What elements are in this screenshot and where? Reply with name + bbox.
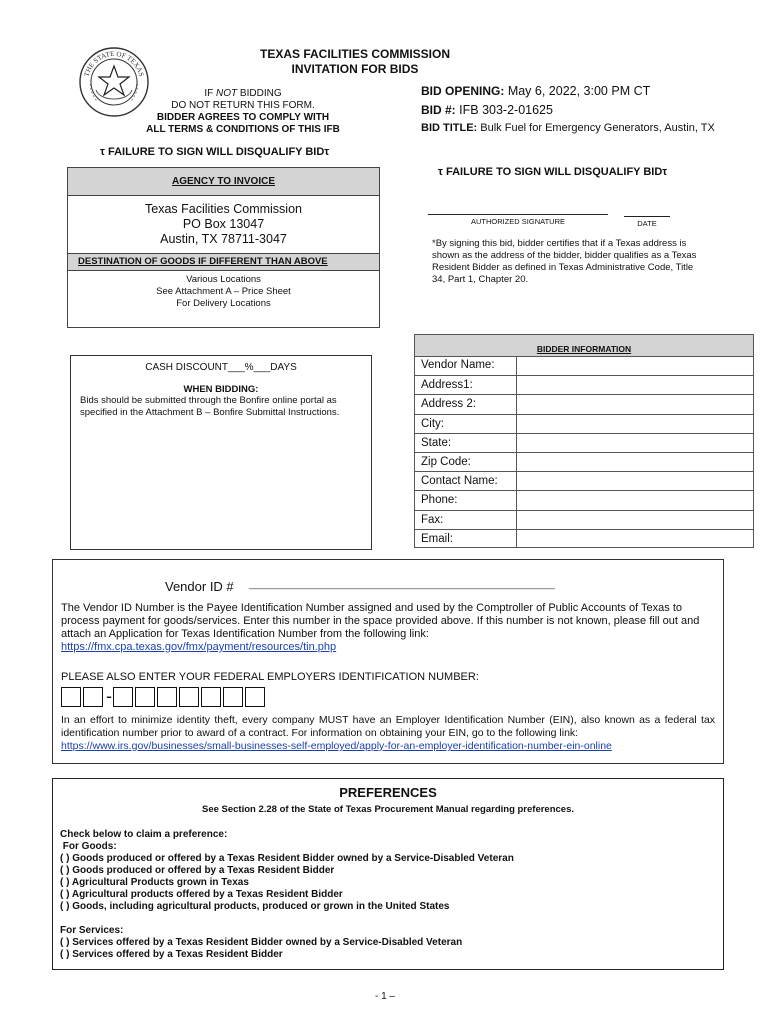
bidder-field-label: Address1:	[421, 379, 473, 392]
bidder-field-divider	[516, 395, 517, 413]
ein-digit-box[interactable]	[135, 687, 155, 707]
preferences-box	[52, 778, 724, 970]
preference-checkbox-item[interactable]: ( ) Agricultural products offered by a Texas Resident Bidder	[60, 889, 343, 900]
agency-header: AGENCY TO INVOICE	[68, 168, 379, 196]
ein-digit-box[interactable]	[61, 687, 81, 707]
bidder-field-row[interactable]	[414, 471, 754, 490]
bidder-field-label: Vendor Name:	[421, 359, 495, 371]
bidder-field-divider	[516, 491, 517, 509]
bid-number: BID #: IFB 303-2-01625	[421, 103, 553, 117]
ein-digit-box[interactable]	[223, 687, 243, 707]
preferences-subtitle: See Section 2.28 of the State of Texas Procurement Manual regarding preferences.	[201, 804, 575, 815]
bidder-field-row[interactable]	[414, 356, 754, 375]
preferences-list	[60, 829, 514, 961]
bidder-field-row[interactable]	[414, 529, 754, 548]
bidder-field-divider	[516, 453, 517, 471]
destination-header: DESTINATION OF GOODS IF DIFFERENT THAN ABOVE	[68, 253, 379, 271]
bidder-field-row[interactable]	[414, 490, 754, 509]
warning-right: τ FAILURE TO SIGN WILL DISQUALIFY BIDτ	[438, 166, 668, 178]
title-line-1: TEXAS FACILITIES COMMISSION	[259, 47, 450, 61]
warning-left: τ FAILURE TO SIGN WILL DISQUALIFY BIDτ	[100, 146, 330, 158]
bidder-field-row[interactable]	[414, 452, 754, 471]
bidder-field-label: State:	[421, 436, 452, 449]
agency-address: Texas Facilities Commission PO Box 13047 Austin, TX 78711-3047	[145, 202, 302, 246]
date-line[interactable]	[624, 216, 670, 217]
vendor-id-box	[52, 559, 724, 764]
bidder-field-divider	[516, 356, 517, 375]
bidder-field-label: Fax:	[421, 513, 444, 526]
bidder-field-label: Phone:	[421, 494, 458, 507]
bidder-field-divider	[516, 434, 517, 452]
ein-application-link[interactable]: https://www.irs.gov/businesses/small-businesses-self-employed/apply-for-an-employer-identification-number-ein-online	[61, 740, 612, 752]
ein-digit-box[interactable]	[179, 687, 199, 707]
bidder-field-divider	[516, 376, 517, 394]
ein-dash: -	[106, 686, 112, 706]
bidder-field-divider	[516, 511, 517, 529]
tin-application-link[interactable]: https://fmx.cpa.texas.gov/fmx/payment/resources/tin.php	[61, 641, 337, 653]
preference-checkbox-item[interactable]: ( ) Goods produced or offered by a Texas Resident Bidder	[60, 865, 335, 876]
ein-boxes[interactable]	[61, 686, 267, 710]
certification-text: *By signing this bid, bidder certifies that if a Texas address is shown as the address of the bidder, bidder qualifies as a Texas Resident Bidder as defined in Texas Administrative Code, Title 34, Part 1, Chapter 20.	[432, 238, 697, 285]
ein-digit-box[interactable]	[245, 687, 265, 707]
preference-checkbox-item[interactable]: ( ) Services offered by a Texas Resident Bidder owned by a Service-Disabled Veteran	[60, 937, 463, 948]
authorized-signature-label: AUTHORIZED SIGNATURE	[470, 217, 566, 226]
vendor-id-input[interactable]: _______________________________________________________	[249, 579, 555, 590]
bidder-field-row[interactable]	[414, 510, 754, 529]
signature-line[interactable]	[428, 214, 608, 215]
bidder-field-label: Address 2:	[421, 398, 476, 411]
preference-checkbox-item[interactable]: ( ) Goods produced or offered by a Texas Resident Bidder owned by a Service-Disabled Veteran	[60, 853, 514, 864]
svg-text:THE STATE OF TEXAS	[83, 50, 146, 78]
destination-text: Various Locations See Attachment A – Price Sheet For Delivery Locations	[156, 274, 291, 309]
bidder-field-row[interactable]	[414, 433, 754, 452]
preference-checkbox-item[interactable]: ( ) Services offered by a Texas Resident Bidder	[60, 949, 283, 960]
bidder-field-divider	[516, 415, 517, 433]
page-number: - 1 –	[374, 991, 395, 1002]
bidder-field-row[interactable]	[414, 375, 754, 394]
when-bidding: WHEN BIDDING:	[183, 384, 259, 395]
check-below: Check below to claim a preference:	[60, 829, 228, 840]
ein-explanation: In an effort to minimize identity theft, every company MUST have an Employer Identification Number (EIN), also known as a federal tax identification number prior to award of a contract. For information on obtaining your EIN, go to the following link: https://www.irs.gov/businesses/small-businesses-self-employed/apply-for-an-employer-identification-number-ein-online	[61, 714, 715, 752]
bidder-field-label: Zip Code:	[421, 456, 471, 468]
cash-discount: CASH DISCOUNT___%___DAYS	[145, 362, 297, 373]
title-line-2: INVITATION FOR BIDS	[291, 62, 419, 76]
preference-checkbox-item[interactable]: ( ) Goods, including agricultural products, produced or grown in the United States	[60, 901, 450, 912]
bid-opening: BID OPENING: May 6, 2022, 3:00 PM CT	[421, 84, 651, 98]
ein-digit-box[interactable]	[201, 687, 221, 707]
page-title	[200, 47, 510, 77]
services-header: For Services:	[60, 925, 124, 936]
submission-instructions: Bids should be submitted through the Bonfire online portal as specified in the Attachment B – Bonfire Submittal Instructions.	[80, 395, 340, 418]
bidder-info-header: BIDDER INFORMATION	[414, 334, 754, 356]
bidder-field-divider	[516, 472, 517, 490]
bid-info	[421, 84, 761, 140]
cash-discount-box	[70, 355, 372, 550]
ein-digit-box[interactable]	[83, 687, 103, 707]
bidder-field-label: Email:	[421, 532, 453, 545]
agency-box	[67, 167, 380, 328]
vendor-id-label: Vendor ID #	[165, 579, 234, 594]
vendor-id-explanation: The Vendor ID Number is the Payee Identification Number assigned and used by the Comptroller of Public Accounts of Texas to process payment for goods/services. Enter this number in the space provided above. If this number is not known, please fill out and attach an Application for Texas Identification Number from the following link: https://fmx.cpa.texas.gov/fmx/payment/resources/tin.php	[61, 602, 700, 653]
bid-title: BID TITLE: Bulk Fuel for Emergency Generators, Austin, TX	[421, 122, 715, 134]
preferences-title: PREFERENCES	[339, 785, 437, 800]
goods-header: For Goods:	[60, 841, 117, 852]
not-word: NOT	[216, 88, 238, 99]
ein-digit-box[interactable]	[113, 687, 133, 707]
bidder-field-row[interactable]	[414, 414, 754, 433]
bidder-field-row[interactable]	[414, 394, 754, 413]
date-label: DATE	[637, 219, 657, 228]
bidder-field-label: City:	[421, 417, 444, 430]
bidder-field-divider	[516, 530, 517, 548]
not-bidding-notice: IF NOT BIDDING DO NOT RETURN THIS FORM. BIDDER AGREES TO COMPLY WITH ALL TERMS & CONDITIONS OF THIS IFB	[146, 88, 340, 135]
preference-checkbox-item[interactable]: ( ) Agricultural Products grown in Texas	[60, 877, 249, 888]
fein-prompt: PLEASE ALSO ENTER YOUR FEDERAL EMPLOYERS IDENTIFICATION NUMBER:	[61, 671, 479, 683]
seal-text: THE STATE OF TEXAS	[82, 49, 146, 78]
ein-digit-box[interactable]	[157, 687, 177, 707]
bidder-field-label: Contact Name:	[421, 475, 498, 488]
